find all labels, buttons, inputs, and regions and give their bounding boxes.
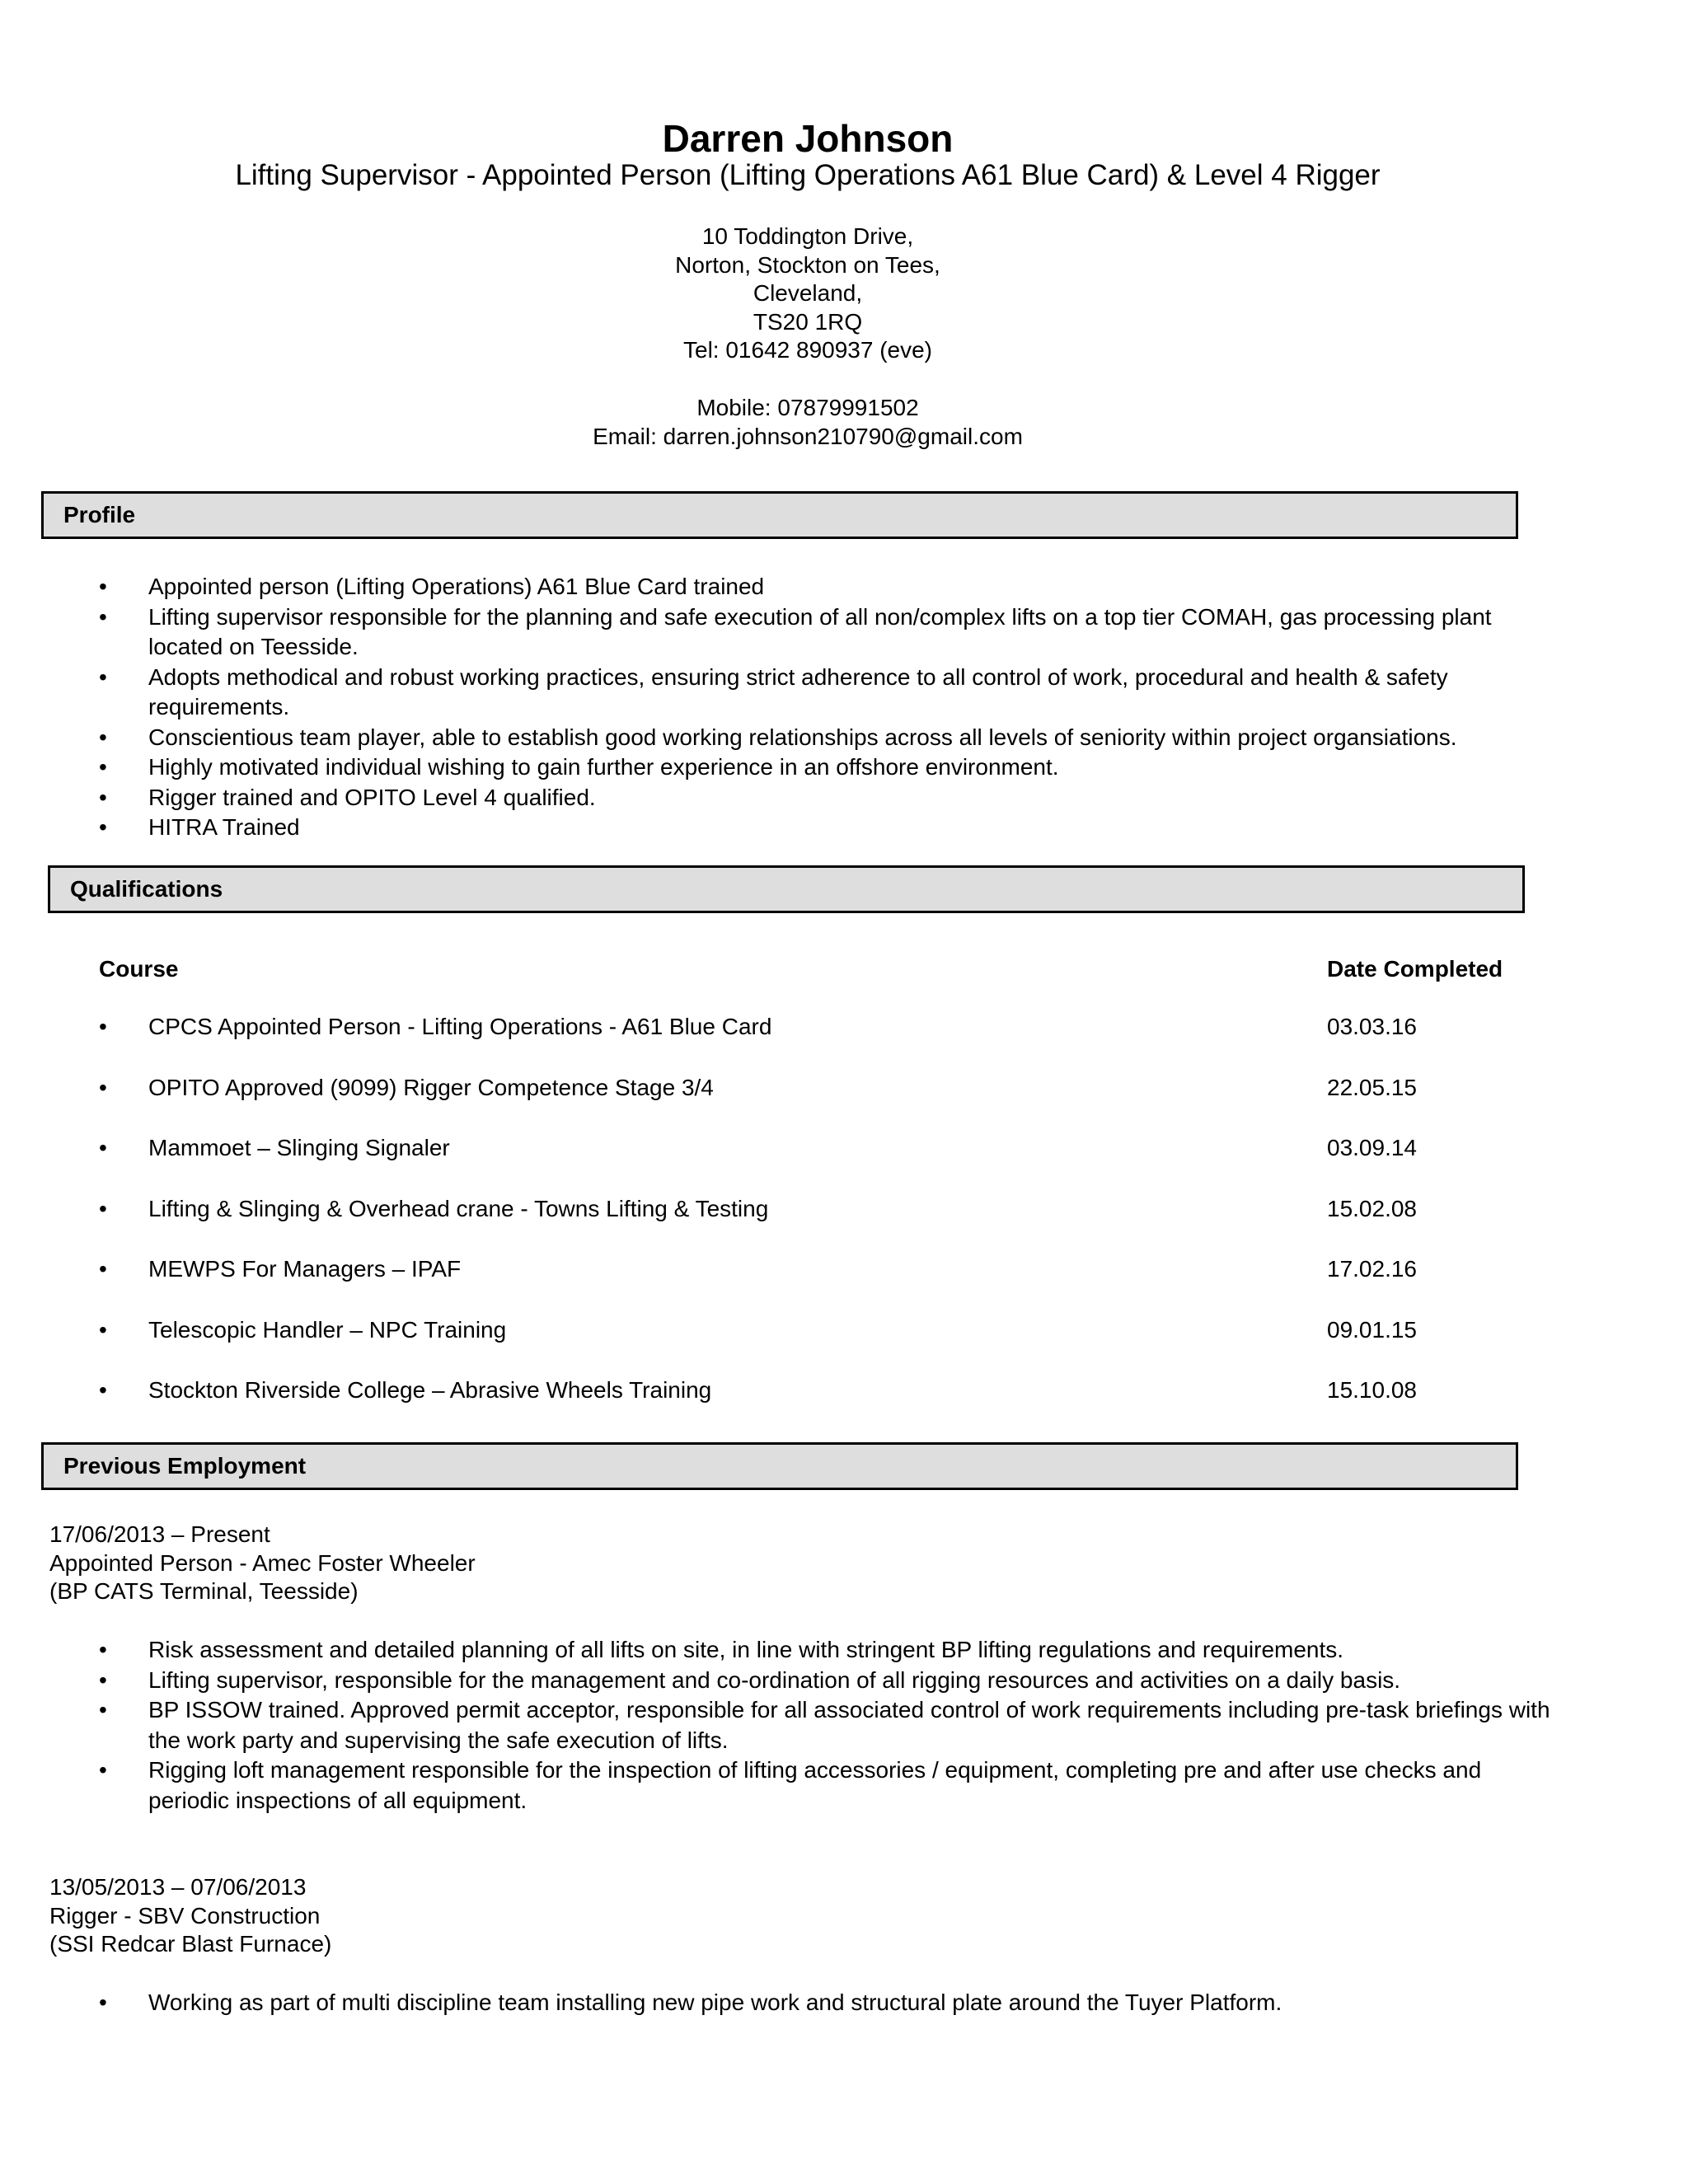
- list-item: • Rigging loft management responsible for the inspection of lifting accessories / equipment, completing pre and after use checks and periodic inspections of all equipment.: [0, 1755, 1615, 1816]
- course-name: • CPCS Appointed Person - Lifting Operations - A61 Blue Card: [148, 1014, 772, 1039]
- employment-heading: Previous Employment: [41, 1442, 1518, 1490]
- list-item: • HITRA Trained: [0, 813, 1615, 843]
- course-date: 22.05.15: [1327, 1074, 1417, 1100]
- list-item: [0, 1133, 1615, 1194]
- list-item: • Adopts methodical and robust working practices, ensuring strict adherence to all control of work, procedural and health & safety requirements.: [0, 663, 1615, 723]
- list-item: • Lifting supervisor responsible for the planning and safe execution of all non/complex lifts on a top tier COMAH, gas processing plant located on Teesside.: [0, 602, 1615, 663]
- job-site: (SSI Redcar Blast Furnace): [49, 1931, 332, 1957]
- course-column-header: Course: [99, 956, 179, 982]
- course-name: • OPITO Approved (9099) Rigger Competence Stage 3/4: [148, 1074, 714, 1100]
- list-item: [0, 1376, 1615, 1436]
- address-line: Cleveland,: [753, 280, 863, 306]
- job-site: (BP CATS Terminal, Teesside): [49, 1578, 359, 1604]
- list-item: • Risk assessment and detailed planning of all lifts on site, in line with stringent BP lifting regulations and requirements.: [0, 1635, 1615, 1666]
- list-item: [0, 1315, 1615, 1376]
- list-item: • Appointed person (Lifting Operations) A61 Blue Card trained: [0, 572, 1615, 602]
- address-line: TS20 1RQ: [753, 308, 863, 335]
- course-date: 15.10.08: [1327, 1377, 1417, 1403]
- course-date: 03.09.14: [1327, 1135, 1417, 1160]
- job-duties-list: [0, 1635, 1615, 1816]
- address-line: 10 Toddington Drive,: [701, 223, 914, 249]
- candidate-name: Darren Johnson: [662, 117, 954, 160]
- job-duties-list: [0, 1988, 1615, 2018]
- course-date: 03.03.16: [1327, 1014, 1417, 1039]
- list-item: • Conscientious team player, able to establish good working relationships across all levels of seniority within project organsiations.: [0, 723, 1615, 753]
- mobile-number: Mobile: 07879991502: [696, 395, 919, 420]
- list-item: [0, 1012, 1615, 1073]
- list-item: • Highly motivated individual wishing to gain further experience in an offshore environment.: [0, 752, 1615, 783]
- email-address: Email: darren.johnson210790@gmail.com: [593, 423, 1023, 449]
- address-line: Norton, Stockton on Tees,: [675, 251, 940, 278]
- course-name: • Lifting & Slinging & Overhead crane - Towns Lifting & Testing: [148, 1195, 769, 1221]
- list-item: • BP ISSOW trained. Approved permit acceptor, responsible for all associated control of work requirements including pre-task briefings with the work party and supervising the safe execution of lifts.: [0, 1695, 1615, 1755]
- profile-heading: Profile: [41, 491, 1518, 539]
- qualifications-list: [0, 1012, 1615, 1436]
- job-dates: 13/05/2013 – 07/06/2013: [49, 1874, 307, 1900]
- course-name: • Mammoet – Slinging Signaler: [148, 1135, 450, 1160]
- profile-list: [0, 572, 1615, 843]
- list-item: • Working as part of multi discipline team installing new pipe work and structural plate around the Tuyer Platform.: [0, 1988, 1615, 2018]
- course-date: 15.02.08: [1327, 1195, 1417, 1221]
- list-item: • Rigger trained and OPITO Level 4 qualified.: [0, 783, 1615, 813]
- candidate-title: Lifting Supervisor - Appointed Person (Lifting Operations A61 Blue Card) & Level 4 Rigger: [235, 159, 1381, 191]
- contact-block: [0, 394, 1615, 451]
- course-date: 17.02.16: [1327, 1256, 1417, 1282]
- job-role: Rigger - SBV Construction: [49, 1902, 321, 1929]
- address-block: [0, 223, 1615, 365]
- qualifications-heading: Qualifications: [48, 865, 1525, 913]
- course-name: • Telescopic Handler – NPC Training: [148, 1316, 507, 1343]
- job-role: Appointed Person - Amec Foster Wheeler: [49, 1549, 476, 1576]
- date-column-header: Date Completed: [1327, 956, 1503, 982]
- job-dates: 17/06/2013 – Present: [49, 1521, 270, 1547]
- course-name: • Stockton Riverside College – Abrasive Wheels Training: [148, 1377, 712, 1403]
- list-item: [0, 1254, 1615, 1315]
- course-date: 09.01.15: [1327, 1316, 1417, 1343]
- telephone: Tel: 01642 890937 (eve): [683, 337, 932, 363]
- list-item: [0, 1194, 1615, 1255]
- list-item: [0, 1073, 1615, 1134]
- job-header: [49, 1521, 476, 1606]
- job-header: [49, 1873, 331, 1959]
- list-item: • Lifting supervisor, responsible for the management and co-ordination of all rigging resources and activities on a daily basis.: [0, 1666, 1615, 1696]
- course-name: • MEWPS For Managers – IPAF: [148, 1256, 462, 1282]
